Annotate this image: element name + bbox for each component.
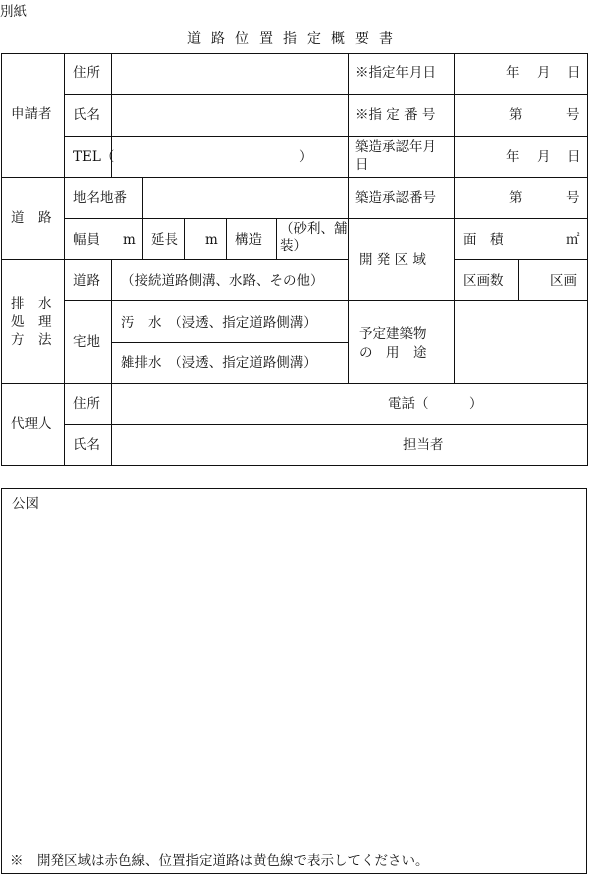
drainage-section-label-3: 方 法 (11, 332, 52, 348)
road-width-unit: m (123, 232, 136, 248)
agent-contact-label: 担当者 (403, 437, 444, 453)
area-label: 面 積 (463, 232, 504, 248)
road-lot-label: 地名地番 (73, 190, 127, 206)
cadastral-map-frame (1, 488, 587, 874)
approval-number-suffix: 号 (566, 190, 580, 206)
approval-date-year: 年 (506, 149, 520, 165)
drainage-road-label: 道路 (73, 273, 100, 289)
designation-date-label: ※指定年月日 (355, 65, 436, 81)
plot-count-label: 区画数 (463, 273, 504, 289)
approval-date-label: 築造承認年月 (355, 139, 436, 155)
road-width-label: 幅員 (73, 232, 100, 248)
area-unit: ㎡ (566, 232, 580, 248)
agent-address-label: 住所 (73, 396, 100, 412)
agent-name-label: 氏名 (73, 437, 100, 453)
road-structure-value-end: 装） (280, 238, 307, 254)
cadastral-map-label: 公図 (12, 496, 39, 512)
designation-date-day: 日 (567, 65, 581, 81)
attachment-label: 別紙 (0, 4, 27, 20)
drainage-section-label-2: 処 理 (11, 314, 52, 330)
approval-date-month: 月 (537, 149, 551, 165)
applicant-section-label: 申請者 (11, 106, 52, 122)
development-area-label: 開 発 区 域 (359, 252, 426, 268)
plot-count-unit: 区画 (550, 273, 577, 289)
road-structure-value: （砂利、舗 (280, 221, 348, 237)
mixed-wastewater-options: 雑排水 （浸透、指定道路側溝） (121, 355, 317, 371)
road-length-label: 延長 (151, 232, 178, 248)
designation-number-suffix: 号 (566, 107, 580, 123)
drainage-road-options: （接続道路側溝、水路、その他） (121, 273, 324, 289)
designation-date-year: 年 (506, 65, 520, 81)
sewage-options: 汚 水 （浸透、指定道路側溝） (121, 315, 317, 331)
planned-building-use-label-line-2: の 用 途 (359, 345, 427, 361)
agent-phone-close: ） (469, 396, 483, 412)
designation-number-prefix: 第 (509, 107, 523, 123)
road-length-unit: m (205, 232, 218, 248)
planned-building-use-label: 予定建築物 (359, 326, 427, 342)
form-title: 道路位置指定概要書 (187, 31, 403, 47)
applicant-tel-close: ） (299, 149, 313, 165)
approval-date-label-day: 日 (355, 157, 369, 173)
agent-section-label: 代理人 (11, 416, 52, 432)
designation-number-label: ※指 定 番 号 (355, 107, 436, 123)
road-section-label: 道 路 (11, 210, 52, 226)
approval-number-prefix: 第 (509, 190, 523, 206)
road-structure-label: 構造 (235, 232, 262, 248)
applicant-address-label: 住所 (73, 65, 100, 81)
map-color-instruction: ※ 開発区域は赤色線、位置指定道路は黄色線で表示してください。 (10, 853, 429, 869)
drainage-section-label-1: 排 水 (11, 296, 52, 312)
applicant-tel-label: TEL（ (73, 149, 115, 165)
approval-number-label: 築造承認番号 (355, 190, 436, 206)
drainage-residential-label: 宅地 (73, 334, 100, 350)
approval-date-day: 日 (567, 149, 581, 165)
applicant-name-label: 氏名 (73, 107, 100, 123)
designation-date-month: 月 (537, 65, 551, 81)
agent-phone-label: 電話（ (388, 396, 429, 412)
